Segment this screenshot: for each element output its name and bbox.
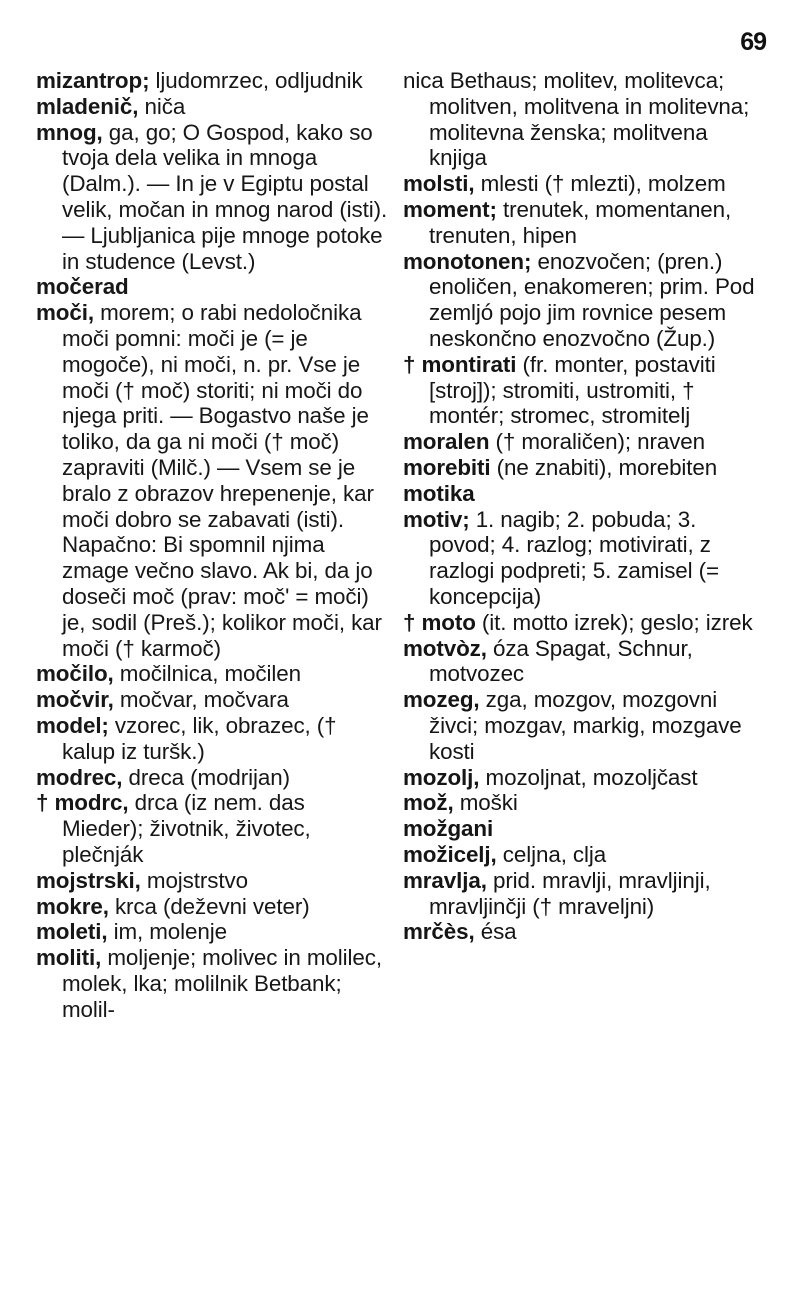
headword: moment; <box>403 196 497 222</box>
entry-montirati <box>403 352 765 429</box>
definition: (fr. monter, postaviti [stroj]); stromiti, ustromiti, † montér; stromec, stromitelj <box>429 351 716 429</box>
headword: mozolj, <box>403 764 480 790</box>
entry-moz <box>403 790 765 816</box>
entry-mrces <box>403 919 765 945</box>
headword: mozeg, <box>403 687 480 713</box>
definition: trenutek, momentanen, trenuten, hipen <box>429 196 732 248</box>
entry-mokre <box>36 894 388 920</box>
entry-modrec <box>36 765 388 791</box>
definition: moški <box>453 790 518 816</box>
entry-motvoz <box>403 636 765 688</box>
headword: močerad <box>36 274 129 300</box>
definition: močvar, močvara <box>113 687 289 713</box>
entry-molsti <box>403 171 765 197</box>
definition: moljenje; molivec in molilec, molek, lka; molilnik Betbank; molil- <box>62 945 382 1022</box>
headword: mož, <box>403 790 454 816</box>
entry-mojstrski <box>36 868 388 894</box>
entry-mocilo <box>36 661 388 687</box>
headword: možgani <box>403 816 494 842</box>
definition: prid. mravlji, mravljinji, mravljinčji († mraveljni) <box>429 867 711 919</box>
page-number: 69 <box>740 28 766 56</box>
definition: mojstrstvo <box>140 867 248 893</box>
entry-monotonen <box>403 249 765 352</box>
headword: močvir, <box>36 687 114 713</box>
headword: moliti, <box>36 945 102 971</box>
left-column <box>36 68 388 1022</box>
definition: morem; o rabi nedoločnika moči pomni: moči je (= je mogoče), ni moči, n. pr. Vse je moči († moč) storiti; ni moči do njega priti. — Bogastvo naše je toliko, da ga ni moči († moč) zapraviti (Milč.) — Vsem se je bralo z obrazov hrepenenje, kar moči dobro se zabavati (isti). Napačno: Bi spomnil njima zmage večno slavo. Ak bi, da jo doseči moč (prav: moč' = moči) je, sodil (Preš.); kolikor moči, kar moči († karmoč) <box>62 300 382 661</box>
right-column <box>403 68 765 945</box>
definition: krca (deževni veter) <box>108 893 310 919</box>
headword: mravlja, <box>403 867 487 893</box>
headword: morebiti <box>403 454 491 480</box>
headword: † montirati <box>403 351 517 377</box>
entry-model <box>36 713 388 765</box>
entry-morebiti <box>403 455 765 481</box>
entry-moleti <box>36 919 388 945</box>
headword: † modrc, <box>36 790 129 816</box>
definition: niča <box>138 93 186 119</box>
headword: model; <box>36 712 109 738</box>
definition: vzorec, lik, obrazec, († kalup iz turšk.) <box>62 712 337 764</box>
definition: (it. motto izrek); geslo; izrek <box>475 609 753 635</box>
headword: moleti, <box>36 919 108 945</box>
entry-moto <box>403 610 765 636</box>
definition: ésa <box>474 919 517 945</box>
definition: im, molenje <box>107 919 227 945</box>
entry-mozicelj <box>403 842 765 868</box>
entry-mozgani <box>403 816 765 842</box>
definition: dreca (modrijan) <box>122 764 290 790</box>
definition: († moraličen); nraven <box>489 429 705 455</box>
entry-mocerad <box>36 274 388 300</box>
definition: 1. nagib; 2. pobuda; 3. povod; 4. razlog; motivirati, z razlogi podpreti; 5. zamisel (= koncepcija) <box>429 506 719 609</box>
definition: ga, go; O Gospod, kako so tvoja dela velika in mnoga (Dalm.). — In je v Egiptu postal velik, močan in mnog narod (isti). — Ljubljanica pije mnoge potoke in studence (Levst.) <box>62 119 388 274</box>
entry-molitev-continuation <box>403 68 765 171</box>
definition: zga, mozgov, mozgovni živci; mozgav, markig, mozgave kosti <box>429 687 742 764</box>
headword: možicelj, <box>403 841 497 867</box>
headword: motvòz, <box>403 635 487 661</box>
headword: mladenič, <box>36 93 139 119</box>
headword: mokre, <box>36 893 109 919</box>
headword: mnog, <box>36 119 103 145</box>
headword: monotonen; <box>403 248 532 274</box>
entry-moliti <box>36 945 388 1022</box>
definition: celjna, clja <box>496 841 607 867</box>
headword: moralen <box>403 429 490 455</box>
entry-mizantrop <box>36 68 388 94</box>
definition: nica Bethaus; molitev, molitevca; molitven, molitvena in molitevna; molitevna ženska; molitvena knjiga <box>403 68 750 171</box>
entry-mozeg <box>403 687 765 764</box>
headword: moči, <box>36 300 94 326</box>
entry-motika <box>403 481 765 507</box>
headword: molsti, <box>403 171 475 197</box>
definition: mlesti († mlezti), molzem <box>474 171 726 197</box>
definition: močilnica, močilen <box>113 661 301 687</box>
entry-mozolj <box>403 765 765 791</box>
headword: motika <box>403 480 475 506</box>
definition: óza Spagat, Schnur, motvozec <box>429 635 693 687</box>
entry-mnog <box>36 120 388 275</box>
definition: (ne znabiti), morebiten <box>490 454 718 480</box>
headword: † moto <box>403 609 476 635</box>
entry-moci <box>36 300 388 661</box>
entry-moralen <box>403 429 765 455</box>
definition: enozvočen; (pren.) enoličen, enakomeren; prim. Pod zemljó pojo jim rovnice pesem neskončno enozvočno (Žup.) <box>429 248 755 351</box>
headword: mojstrski, <box>36 867 141 893</box>
definition: mozoljnat, mozoljčast <box>479 764 698 790</box>
headword: mrčès, <box>403 919 475 945</box>
definition: drca (iz nem. das Mieder); životnik, životec, plečnják <box>62 790 311 867</box>
entry-moment <box>403 197 765 249</box>
headword: motiv; <box>403 506 470 532</box>
entry-mladenic <box>36 94 388 120</box>
headword: modrec, <box>36 764 123 790</box>
entry-motiv <box>403 507 765 610</box>
headword: močilo, <box>36 661 114 687</box>
entry-mravlja <box>403 868 765 920</box>
definition: ljudomrzec, odljudnik <box>149 68 363 93</box>
entry-mocvir <box>36 687 388 713</box>
headword: mizantrop; <box>36 68 150 93</box>
entry-modrc <box>36 790 388 867</box>
